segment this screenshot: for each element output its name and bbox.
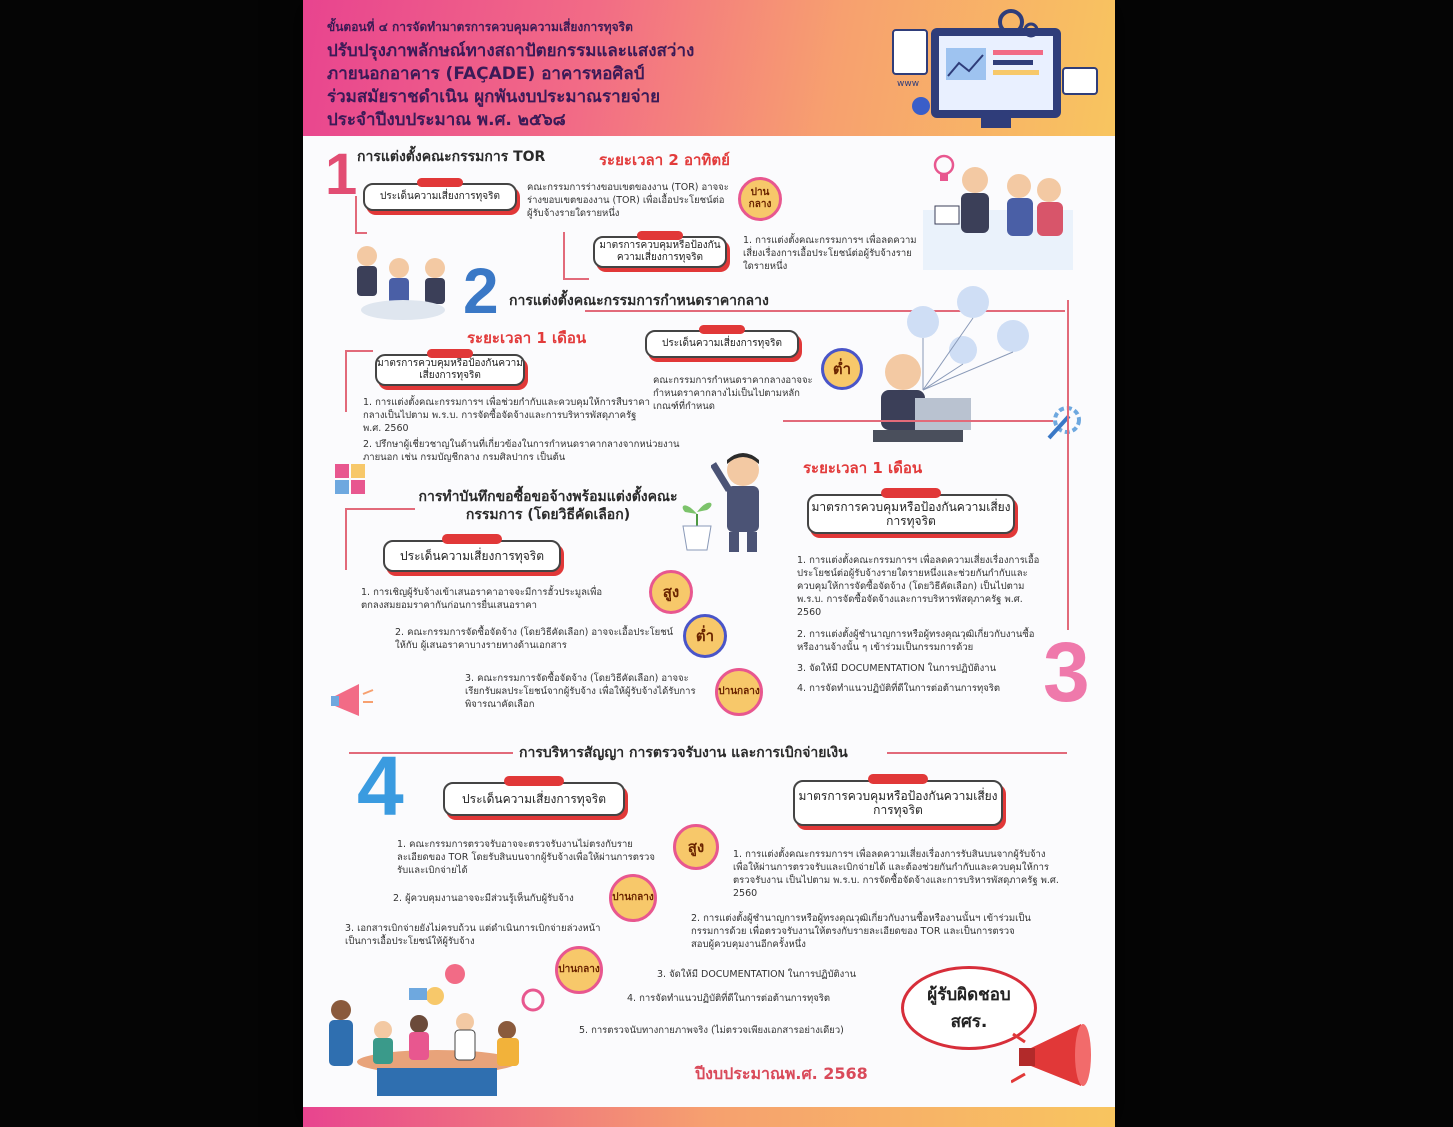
section-1-measure-pill: มาตรการควบคุมหรือป้องกันความเสี่ยงการทุจริต <box>593 236 727 268</box>
puzzle-icon <box>333 462 367 496</box>
megaphone-icon <box>1011 1012 1107 1096</box>
section-1-measure-text: 1. การแต่งตั้งคณะกรรมการฯ เพื่อลดความเสี่ยงเรื่องการเอื้อประโยชน์ต่อผู้รับจ้างรายใดรายหนึ่ง <box>743 235 917 272</box>
svg-text:www: www <box>897 79 920 89</box>
section-1-risk-level: ปานกลาง <box>738 177 782 221</box>
section-3-measure-4: 4. การจัดทำแนวปฏิบัติที่ดีในการต่อต้านการทุจริต <box>797 683 1001 694</box>
section-3-period: ระยะเวลา 1 เดือน <box>803 459 923 477</box>
megaphone-icon <box>329 680 375 722</box>
section-1-number: 1 <box>325 142 358 207</box>
team-meeting-icon <box>317 960 549 1100</box>
section-4-risk-1-level: สูง <box>673 824 719 870</box>
section-3-measure-1: 1. การแต่งตั้งคณะกรรมการฯ เพื่อลดความเสี่ยงเรื่องการเอื้อประโยชน์ต่อผู้รับจ้างรายใดรายหนึ่งและช่วยกันกำกับและควบคุมให้การจัดซื้อจัดจ้าง (โดยวิธีคัดเลือก) เป็นไปตาม พ.ร.บ. การจัดซื้อจัดจ้างและการบริหารพัสดุภาครัฐ พ.ศ. 2560 <box>797 555 1040 618</box>
computer-website-icon <box>891 8 1101 134</box>
section-3-risk-3: 3. คณะกรรมการจัดซื้อจัดจ้าง (โดยวิธีคัดเลือก) อาจจะเรียกรับผลประโยชน์จากผู้รับจ้าง เพื่อให้ผู้รับจ้างได้รับการพิจารณาคัดเลือก <box>465 673 696 710</box>
step-label: ขั้นตอนที่ ๔ การจัดทำมาตรการควบคุมความเสี่ยงการทุจริต <box>327 20 633 34</box>
connector-line <box>563 232 589 280</box>
section-3-risk-2: 2. คณะกรรมการจัดซื้อจัดจ้าง (โดยวิธีคัดเลือก) อาจจะเอื้อประโยชน์ให้กับ ผู้เสนอราคาบางรายทางด้านเอกสาร <box>395 627 674 651</box>
section-2-measure-2: 2. ปรึกษาผู้เชี่ยวชาญในด้านที่เกี่ยวข้องในการกำหนดราคากลางจากหน่วยงานภายนอก เช่น กรมบัญชีกลาง กรมศิลปากร เป็นต้น <box>363 439 680 463</box>
section-1-risk-pill: ประเด็นความเสี่ยงการทุจริต <box>363 183 517 211</box>
section-4-measure-pill: มาตรการควบคุมหรือป้องกันความเสี่ยงการทุจริต <box>793 780 1003 826</box>
section-3-number: 3 <box>1043 625 1090 719</box>
section-2-measure-1: 1. การแต่งตั้งคณะกรรมการฯ เพื่อช่วยกำกับและควบคุมให้การสืบราคากลางเป็นไปตาม พ.ร.บ. การจัดซื้อจัดจ้างและการบริหารพัสดุภาครัฐ พ.ศ. 2560 <box>363 397 650 434</box>
section-4-risk-3-level: ปานกลาง <box>555 946 603 994</box>
poster <box>303 0 1115 1127</box>
responsible-label: ผู้รับผิดชอบ <box>927 985 1011 1005</box>
section-2-number: 2 <box>463 255 499 327</box>
section-3-risk-1-level: สูง <box>649 570 693 614</box>
section-3-risk-3-level: ปานกลาง <box>715 668 763 716</box>
people-meeting-icon <box>347 240 457 326</box>
section-2-risk-pill: ประเด็นความเสี่ยงการทุจริต <box>645 330 799 358</box>
section-1-period: ระยะเวลา 2 อาทิตย์ <box>599 151 730 169</box>
businessman-icon <box>711 450 777 554</box>
section-3-measure-2: 2. การแต่งตั้งผู้ชำนาญการหรือผู้ทรงคุณวุฒิเกี่ยวกับงานซื้อหรืองานจ้างนั้น ๆ เข้าร่วมเป็นกรรมการด้วย <box>797 629 1035 653</box>
section-1-title: การแต่งตั้งคณะกรรมการ TOR <box>357 149 546 165</box>
section-3-measure-3: 3. จัดให้มี DOCUMENTATION ในการปฏิบัติงาน <box>797 663 997 674</box>
section-4-measure-4: 4. การจัดทำแนวปฏิบัติที่ดีในการต่อต้านการทุจริต <box>627 993 831 1004</box>
people-network-icon <box>863 280 1043 450</box>
connector-line <box>783 420 1053 422</box>
section-4-risk-2-level: ปานกลาง <box>609 874 657 922</box>
section-4-risk-pill: ประเด็นความเสี่ยงการทุจริต <box>443 782 625 816</box>
section-4-risk-1: 1. คณะกรรมการตรวจรับอาจจะตรวจรับงานไม่ตรงกับรายละเอียดของ TOR โดยรับสินบนจากผู้รับจ้างเพื่อให้ผ่านการตรวจรับและเบิกจ่ายได้ <box>397 839 655 876</box>
section-4-number: 4 <box>357 739 404 833</box>
gear-pencil-icon <box>1043 402 1087 442</box>
section-2-risk-text: คณะกรรมการกำหนดราคากลางอาจจะกำหนดราคากลางไม่เป็นไปตามหลักเกณฑ์ที่กำหนด <box>653 375 813 412</box>
footer-bar <box>303 1107 1115 1127</box>
section-3-risk-2-level: ต่ำ <box>683 614 727 658</box>
section-3-title: การทำบันทึกขอซื้อขอจ้างพร้อมแต่งตั้งคณะกรรมการ (โดยวิธีคัดเลือก) <box>418 489 678 523</box>
fiscal-year-footer: ปีงบประมาณพ.ศ. 2568 <box>695 1064 868 1083</box>
section-1-risk-text: คณะกรรมการร่างขอบเขตของงาน (TOR) อาจจะร่างขอบเขตของงาน (TOR) เพื่อเอื้อประโยชน์ต่อผู้รับจ้างรายใดรายหนึ่ง <box>527 182 729 219</box>
section-2-measure-pill: มาตรการควบคุมหรือป้องกันความเสี่ยงการทุจริต <box>375 354 525 386</box>
section-2-risk-level: ต่ำ <box>821 348 863 390</box>
section-3-measure-pill: มาตรการควบคุมหรือป้องกันความเสี่ยงการทุจริต <box>807 494 1015 534</box>
section-4-risk-2: 2. ผู้ควบคุมงานอาจจะมีส่วนรู้เห็นกับผู้รับจ้าง <box>393 893 574 904</box>
people-meeting-icon <box>921 160 1083 272</box>
section-4-measure-3: 3. จัดให้มี DOCUMENTATION ในการปฏิบัติงาน <box>657 969 857 980</box>
section-4-measure-2: 2. การแต่งตั้งผู้ชำนาญการหรือผู้ทรงคุณวุฒิเกี่ยวกับงานซื้อหรืองานนั้นฯ เข้าร่วมเป็นกรรมการด้วย เพื่อตรวจรับงานให้ตรงกับรายละเอียดของ TOR และเป็นการตรวจสอบผู้ควบคุมงานอีกครั้งหนึ่ง <box>691 913 1031 950</box>
connector-line <box>1067 300 1069 630</box>
page-title: ปรับปรุงภาพลักษณ์ทางสถาปัตยกรรมและแสงสว่าง ภายนอกอาคาร (FAÇADE) อาคารหอศิลป์ ร่วมสมัยราชดำเนิน ผูกพันงบประมาณรายจ่าย ประจำปีงบประมาณ พ.ศ. ๒๕๖๘ <box>327 41 695 130</box>
section-2-title: การแต่งตั้งคณะกรรมการกำหนดราคากลาง <box>509 293 769 309</box>
section-3-risk-pill: ประเด็นความเสี่ยงการทุจริต <box>383 540 561 572</box>
section-4-measure-1: 1. การแต่งตั้งคณะกรรมการฯ เพื่อลดความเสี่ยงเรื่องการรับสินบนจากผู้รับจ้าง เพื่อให้ผ่านการตรวจรับและเบิกจ่ายได้ และต้องช่วยกันกำกับและควบคุมให้การตรวจรับงาน เป็นไปตาม พ.ร.บ. การจัดซื้อจัดจ้างและการบริหารพัสดุภาครัฐ พ.ศ. 2560 <box>733 849 1059 899</box>
responsible-unit: สศร. <box>950 1012 988 1032</box>
section-4-risk-3: 3. เอกสารเบิกจ่ายยังไม่ครบถ้วน แต่ดำเนินการเบิกจ่ายล่วงหน้าเป็นการเอื้อประโยชน์ให้ผู้รับจ้าง <box>345 923 601 947</box>
section-2-period: ระยะเวลา 1 เดือน <box>467 329 587 347</box>
section-3-risk-1: 1. การเชิญผู้รับจ้างเข้าเสนอราคาอาจจะมีการฮั้วประมูลเพื่อตกลงสมยอมราคากันก่อนการยื่นเสนอราคา <box>361 587 603 611</box>
section-4-measure-5: 5. การตรวจนับทางกายภาพจริง (ไม่ตรวจเพียงเอกสารอย่างเดียว) <box>579 1025 844 1036</box>
connector-line <box>887 752 1067 754</box>
section-4-title: การบริหารสัญญา การตรวจรับงาน และการเบิกจ่ายเงิน <box>519 745 848 761</box>
header-banner <box>303 0 1115 136</box>
